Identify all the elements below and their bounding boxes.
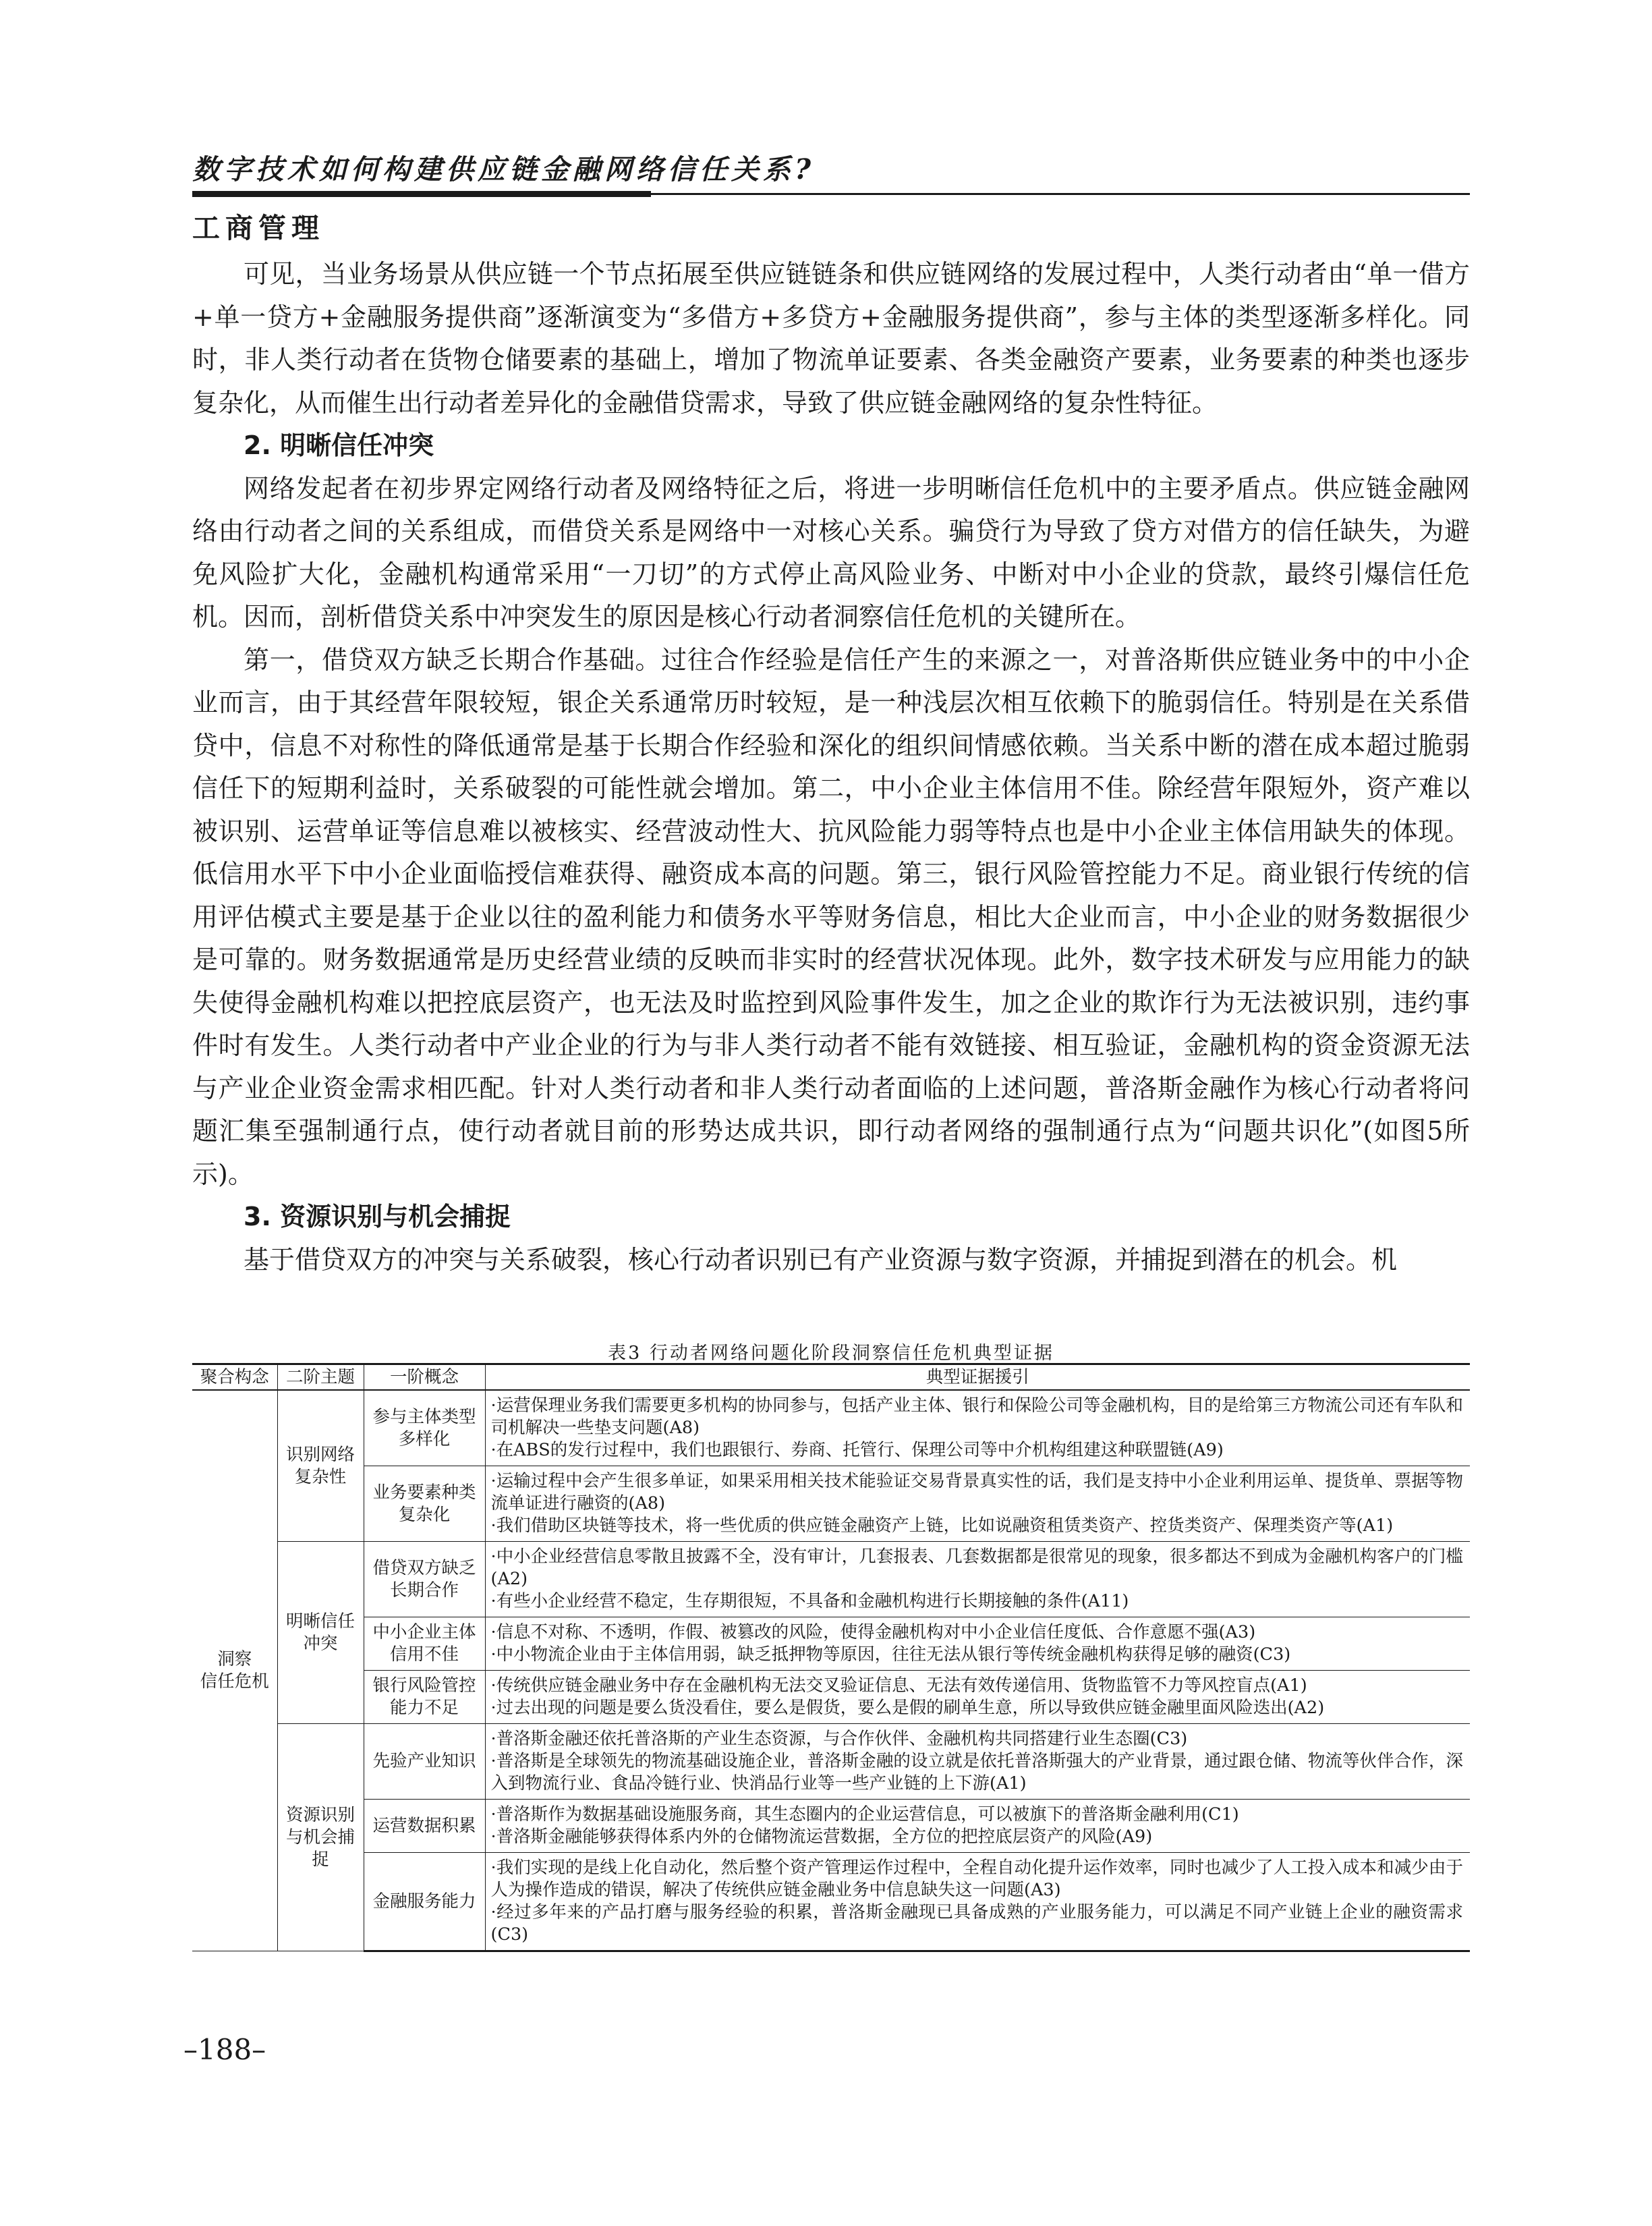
table-header-row [192, 1364, 1470, 1391]
header-rule-thin [651, 193, 1470, 195]
evidence-quote: ·运营保理业务我们需要更多机构的协同参与，包括产业主体、银行和保险公司等金融机构，目的是给第三方物流公司还有车队和司机解决一些垫支问题(A8) [490, 1395, 1463, 1438]
aggregate-construct-cell: 洞察 信任危机 [192, 1390, 277, 1951]
paragraph: 网络发起者在初步界定网络行动者及网络特征之后，将进一步明晰信任危机中的主要矛盾点。供应链金融网络由行动者之间的关系组成，而借贷关系是网络中一对核心关系。骗贷行为导致了贷方对借方的信任缺失，为避免风险扩大化，金融机构通常采用“一刀切”的方式停止高风险业务、中断对中小企业的贷款，最终引爆信任危机。因而，剖析借贷关系中冲突发生的原因是核心行动者洞察信任危机的关键所在。 [192, 473, 1470, 632]
first-order-concept-cell: 银行风险管控 能力不足 [364, 1671, 485, 1724]
first-order-concept-cell: 业务要素种类 复杂化 [364, 1466, 485, 1542]
evidence-cell [485, 1466, 1470, 1542]
column-header: 一阶概念 [364, 1364, 485, 1391]
evidence-cell [485, 1671, 1470, 1724]
subsection-heading: 3. 资源识别与机会捕捉 [244, 1202, 511, 1231]
evidence-quote: ·在ABS的发行过程中，我们也跟银行、券商、托管行、保理公司等中介机构组建这种联盟链(A9) [490, 1440, 1224, 1460]
evidence-quote: ·有些小企业经营不稳定，生存期很短，不具备和金融机构进行长期接触的条件(A11) [490, 1591, 1129, 1611]
page-number: –188– [183, 2033, 266, 2066]
table-row [192, 1617, 1470, 1671]
column-header: 典型证据援引 [485, 1364, 1470, 1391]
table-row [192, 1542, 1470, 1617]
table-row [192, 1724, 1470, 1800]
evidence-quote: ·传统供应链金融业务中存在金融机构无法交叉验证信息、无法有效传递信用、货物监管不力等风控盲点(A1) [490, 1675, 1307, 1696]
second-order-theme-cell: 识别网络 复杂性 [277, 1390, 364, 1542]
second-order-theme-cell: 资源识别 与机会捕 捉 [277, 1724, 364, 1951]
column-header: 二阶主题 [277, 1364, 364, 1391]
table-caption: 表3 行动者网络问题化阶段洞察信任危机典型证据 [608, 1343, 1054, 1364]
evidence-quote: ·普洛斯金融还依托普洛斯的产业生态资源，与合作伙伴、金融机构共同搭建行业生态圈(C3) [490, 1729, 1188, 1749]
table-row [192, 1390, 1470, 1466]
paragraph: 基于借贷双方的冲突与关系破裂，核心行动者识别已有产业资源与数字资源，并捕捉到潜在的机会。机 [244, 1244, 1398, 1275]
evidence-quote: ·中小企业经营信息零散且披露不全，没有审计，几套报表、几套数据都是很常见的现象，很多都达不到成为金融机构客户的门槛(A2) [490, 1547, 1463, 1589]
table-row [192, 1671, 1470, 1724]
evidence-cell [485, 1617, 1470, 1671]
first-order-concept-cell: 金融服务能力 [364, 1853, 485, 1951]
header-rule-thick [192, 191, 651, 197]
evidence-cell [485, 1390, 1470, 1466]
evidence-table [192, 1363, 1470, 1952]
first-order-concept-cell: 先验产业知识 [364, 1724, 485, 1800]
evidence-quote: ·我们实现的是线上化自动化，然后整个资产管理运作过程中，全程自动化提升运作效率，同时也减少了人工投入成本和减少由于人为操作造成的错误，解决了传统供应链金融业务中信息缺失这一问题(A3) [490, 1858, 1463, 1900]
evidence-cell [485, 1800, 1470, 1853]
evidence-quote: ·过去出现的问题是要么货没看住，要么是假货，要么是假的刷单生意，所以导致供应链金融里面风险迭出(A2) [490, 1698, 1325, 1718]
subsection-heading: 2. 明晰信任冲突 [244, 430, 434, 460]
first-order-concept-cell: 运营数据积累 [364, 1800, 485, 1853]
table-row [192, 1800, 1470, 1853]
paragraph: 第一，借贷双方缺乏长期合作基础。过往合作经验是信任产生的来源之一，对普洛斯供应链业务中的中小企业而言，由于其经营年限较短，银企关系通常历时较短，是一种浅层次相互依赖下的脆弱信任。特别是在关系借贷中，信息不对称性的降低通常是基于长期合作经验和深化的组织间情感依赖。当关系中断的潜在成本超过脆弱信任下的短期利益时，关系破裂的可能性就会增加。第二，中小企业主体信用不佳。除经营年限短外，资产难以被识别、运营单证等信息难以被核实、经营波动性大、抗风险能力弱等特点也是中小企业主体信用缺失的体现。低信用水平下中小企业面临授信难获得、融资成本高的问题。第三，银行风险管控能力不足。商业银行传统的信用评估模式主要是基于企业以往的盈利能力和债务水平等财务信息，相比大企业而言，中小企业的财务数据很少是可靠的。财务数据通常是历史经营业绩的反映而非实时的经营状况体现。此外，数字技术研发与应用能力的缺失使得金融机构难以把控底层资产，也无法及时监控到风险事件发生，加之企业的欺诈行为无法被识别，违约事件时有发生。人类行动者中产业企业的行为与非人类行动者不能有效链接、相互验证，金融机构的资金资源无法与产业企业资金需求相匹配。针对人类行动者和非人类行动者面临的上述问题，普洛斯金融作为核心行动者将问题汇集至强制通行点，使行动者就目前的形势达成共识，即行动者网络的强制通行点为“问题共识化”(如图5所示)。 [192, 644, 1470, 1189]
evidence-quote: ·运输过程中会产生很多单证，如果采用相关技术能验证交易背景真实性的话，我们是支持中小企业利用运单、提货单、票据等物流单证进行融资的(A8) [490, 1471, 1463, 1513]
evidence-quote: ·普洛斯金融能够获得体系内外的仓储物流运营数据，全方位的把控底层资产的风险(A9) [490, 1827, 1153, 1847]
evidence-cell [485, 1853, 1470, 1951]
evidence-cell [485, 1724, 1470, 1800]
paragraph: 可见，当业务场景从供应链一个节点拓展至供应链链条和供应链网络的发展过程中，人类行动者由“单一借方+单一贷方+金融服务提供商”逐渐演变为“多借方+多贷方+金融服务提供商”，参与主体的类型逐渐多样化。同时，非人类行动者在货物仓储要素的基础上，增加了物流单证要素、各类金融资产要素，业务要素的种类也逐步复杂化，从而催生出行动者差异化的金融借贷需求，导致了供应链金融网络的复杂性特征。 [192, 259, 1470, 418]
evidence-quote: ·信息不对称、不透明，作假、被篡改的风险，使得金融机构对中小企业信任度低、合作意愿不强(A3) [490, 1622, 1256, 1642]
table-row [192, 1853, 1470, 1951]
body-text [192, 253, 1470, 1281]
column-header: 聚合构念 [192, 1364, 277, 1391]
first-order-concept-cell: 借贷双方缺乏 长期合作 [364, 1542, 485, 1617]
first-order-concept-cell: 参与主体类型 多样化 [364, 1390, 485, 1466]
running-title: 数字技术如何构建供应链金融网络信任关系? [192, 153, 816, 186]
evidence-cell [485, 1542, 1470, 1617]
evidence-quote: ·经过多年来的产品打磨与服务经验的积累，普洛斯金融现已具备成熟的产业服务能力，可以满足不同产业链上企业的融资需求(C3) [490, 1902, 1463, 1945]
second-order-theme-cell: 明晰信任 冲突 [277, 1542, 364, 1724]
evidence-quote: ·我们借助区块链等技术，将一些优质的供应链金融资产上链，比如说融资租赁类资产、控货类资产、保理类资产等(A1) [490, 1515, 1394, 1536]
first-order-concept-cell: 中小企业主体 信用不佳 [364, 1617, 485, 1671]
evidence-quote: ·普洛斯作为数据基础设施服务商，其生态圈内的企业运营信息，可以被旗下的普洛斯金融利用(C1) [490, 1804, 1239, 1825]
evidence-quote: ·中小物流企业由于主体信用弱，缺乏抵押物等原因，往往无法从银行等传统金融机构获得足够的融资(C3) [490, 1644, 1291, 1665]
table-row [192, 1466, 1470, 1542]
section-name: 工商管理 [192, 212, 324, 244]
evidence-quote: ·普洛斯是全球领先的物流基础设施企业，普洛斯金融的设立就是依托普洛斯强大的产业背景，通过跟仓储、物流等伙伴合作，深入到物流行业、食品冷链行业、快消品行业等一些产业链的上下游(A1) [490, 1751, 1463, 1793]
